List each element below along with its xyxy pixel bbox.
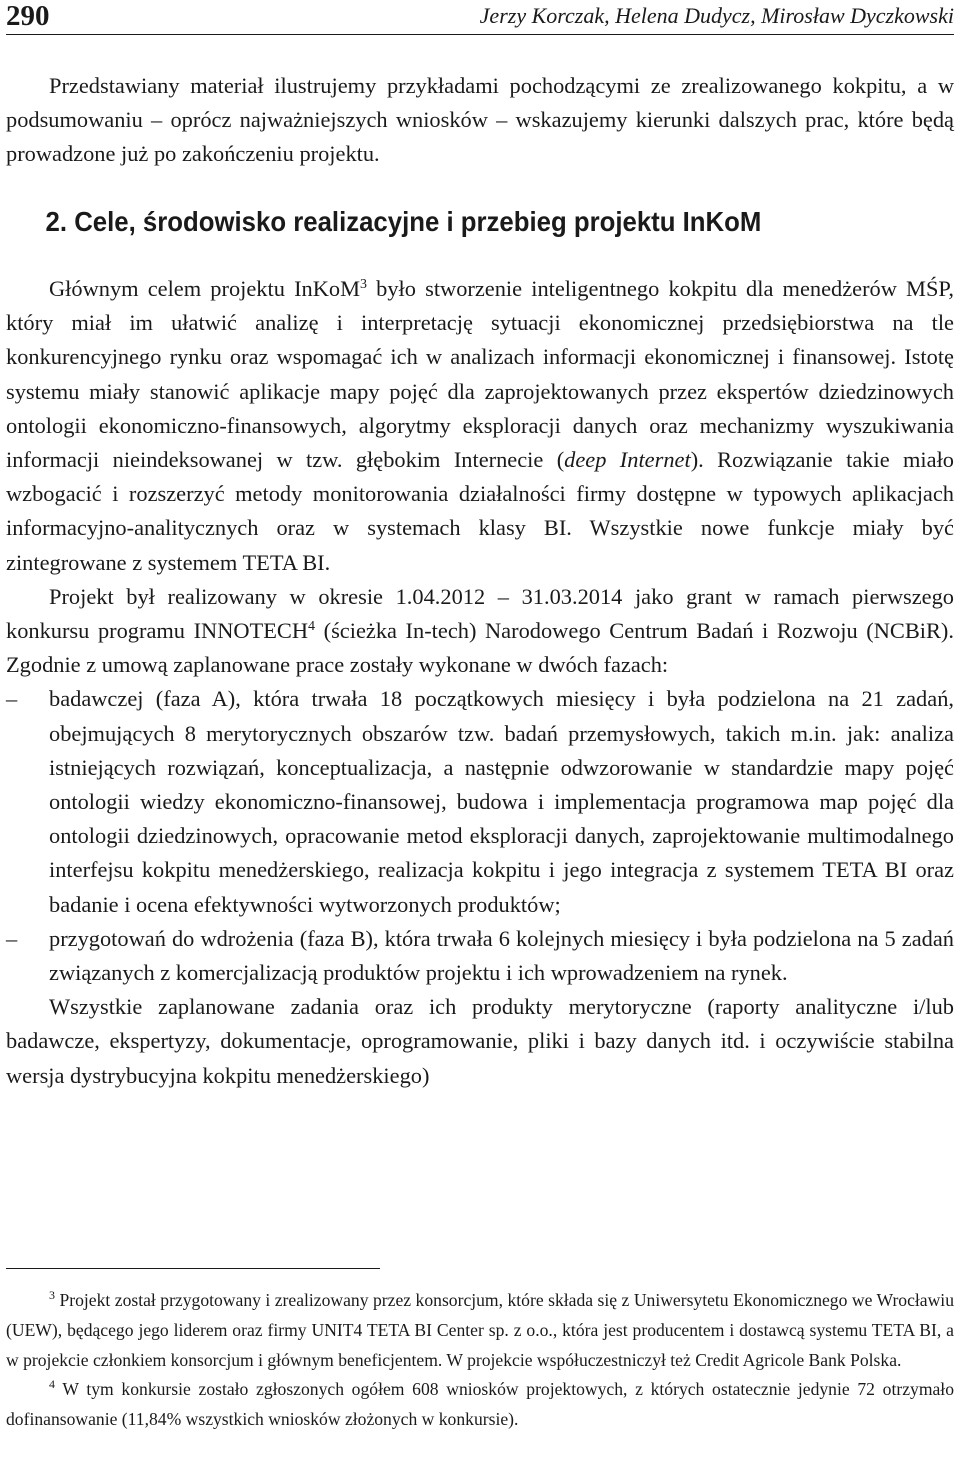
- phase-a-text: badawczej (faza A), która trwała 18 początkowych miesięcy i była podzielona na 21 zadań, obejmujących 8 merytorycznych obszarów tzw. badań przemysłowych, takich m.in. jak: analiza istniejących rozwiązań, konceptualizacja, a następnie odwzorowanie w standardzie mapy pojęć ontologii wiedzy ekonomiczno-finansowej, budowa i implementacja programowa map pojęć dla ontologii dziedzinowych, opracowanie metod eksploracji danych, zaprojektowanie multimodalnego interfejsu kokpitu menedżerskiego, realizacja kokpitu i jego integracja z systemem TETA BI oraz badanie i ocena efektywności wytworzonych produktów;: [49, 686, 954, 917]
- footnote-reference-4: 4: [308, 619, 316, 635]
- paragraph-project-goal: [6, 272, 954, 580]
- paragraph-project-goal-start: Głównym celem projektu InKoM: [49, 276, 360, 301]
- deep-internet-term: deep Internet: [564, 447, 691, 473]
- footnote-separator: [6, 1268, 380, 1269]
- running-head-authors: Jerzy Korczak, Helena Dudycz, Mirosław Dyczkowski: [479, 3, 954, 28]
- intro-section: [6, 69, 954, 172]
- footnote-reference-3: 3: [360, 277, 367, 292]
- footnotes-section: [6, 1286, 954, 1435]
- footnote-3-text: Projekt został przygotowany i zrealizowany przez konsorcjum, które składa się z Uniwersytetu Ekonomicznego we Wrocławiu (UEW), będącego jego liderem oraz firmy UNIT4 TETA BI Center sp. z o.o., która jest producentem i dostawcą systemu TETA BI, a w projekcie członkiem konsorcjum i głównym beneficjentem. W projekcie współuczestniczył też Credit Agricole Bank Polska.: [6, 1290, 954, 1370]
- paragraph-project-products: Wszystkie zaplanowane zadania oraz ich produkty merytoryczne (raporty analityczne i/lub badawcze, ekspertyzy, dokumentacje, oprogramowanie, pliki i bazy danych itd. i oczywiście stabilna wersja dystrybucyjna kokpitu menedżerskiego): [6, 994, 954, 1088]
- section-heading: [6, 202, 878, 242]
- footnote-3-number: 3: [49, 1288, 55, 1302]
- footnote-4: [6, 1375, 954, 1435]
- main-text: [6, 272, 954, 1093]
- footnote-3: [6, 1286, 954, 1375]
- paragraph-project-goal-middle: było stworzenie inteligentnego kokpitu dla menedżerów MŚP, który miał im ułatwić analizę i interpretację sytuacji ekonomicznej przedsiębiorstwa na tle konkurencyjnego rynku oraz wspomagać ich w analizach informacji ekonomicznej i finansowej. Istotę systemu miały stanowić aplikacje mapy pojęć dla zaprojektowanych przez ekspertów dziedzinowych ontologii ekonomiczno-finansowych, algorytmy eksploracji danych oraz mechanizmy wyszukiwania informacji nieindeksowanej w tzw. głębokim Internecie (: [6, 276, 954, 473]
- section-title: Cele, środowisko realizacyjne i przebieg projektu InKoM: [74, 206, 762, 237]
- list-dash: –: [6, 925, 18, 951]
- document-page: [6, 0, 954, 1465]
- page-number: 290: [6, 0, 50, 32]
- section-number: 2.: [45, 206, 68, 237]
- phase-b-text: przygotowań do wdrożenia (faza B), która trwała 6 kolejnych miesięcy i była podzielona na 5 zadań związanych z komercjalizacją produktów projektu i ich wprowadzeniem na rynek.: [49, 925, 954, 986]
- list-item-phase-b: [6, 922, 954, 990]
- paragraph-project-goal-end: ). Rozwiązanie takie miało wzbogacić i rozszerzyć metody monitorowania działalności firmy dostępne w typowych aplikacjach informacyjno-analitycznych oraz w systemach klasy BI. Wszystkie nowe funkcje miały być zintegrowane z systemem TETA BI.: [6, 447, 954, 575]
- project-phases-list: [6, 682, 954, 990]
- paragraph-project-period: [6, 580, 954, 683]
- paragraph-project-period-end: (ścieżka In-tech) Narodowego Centrum Badań i Rozwoju (NCBiR). Zgodnie z umową zaplanowane prace zostały wykonane w dwóch fazach:: [6, 618, 954, 678]
- intro-paragraph: Przedstawiany materiał ilustrujemy przykładami pochodzącymi ze zrealizowanego kokpitu, a w podsumowaniu – oprócz najważniejszych wniosków – wskazujemy kierunki dalszych prac, które będą prowadzone już po zakończeniu projektu.: [6, 73, 954, 167]
- list-item-phase-a: [6, 682, 954, 921]
- footnote-4-number: 4: [49, 1377, 55, 1392]
- page-header: [6, 0, 954, 35]
- footnote-4-text: W tym konkursie zostało zgłoszonych ogółem 608 wniosków projektowych, z których ostatecznie jedynie 72 otrzymało dofinansowanie (11,84% wszystkich wniosków złożonych w konkursie).: [6, 1379, 954, 1430]
- paragraph-project-period-start: Projekt był realizowany w okresie 1.04.2012 – 31.03.2014 jako grant w ramach pierwszego konkursu programu INNOTECH: [6, 583, 954, 644]
- list-dash: –: [6, 686, 18, 712]
